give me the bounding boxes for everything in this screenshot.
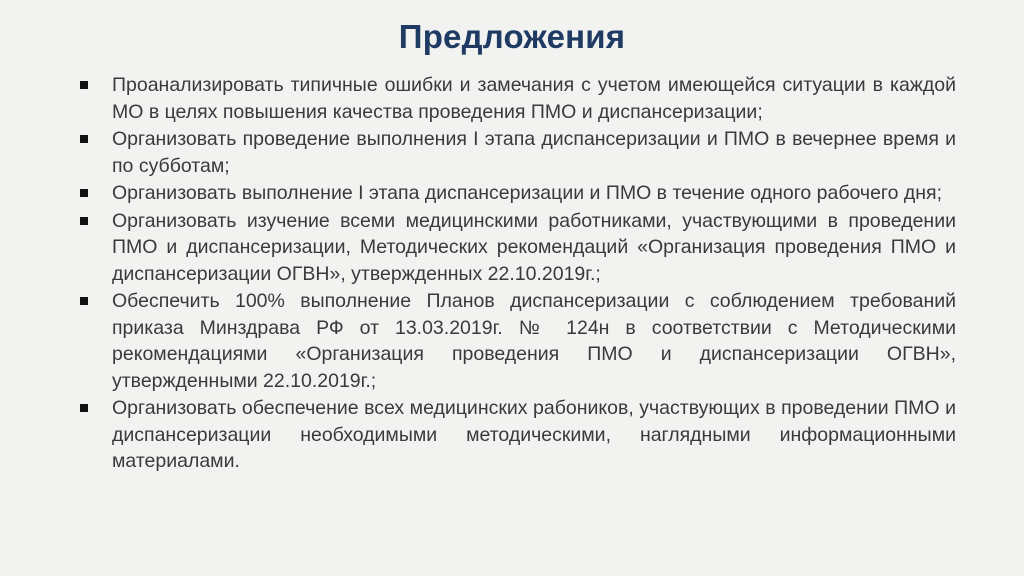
bullet-item [78, 126, 956, 179]
square-bullet-icon [80, 297, 88, 305]
bullet-item [78, 180, 956, 207]
square-bullet-icon [80, 217, 88, 225]
square-bullet-icon [80, 81, 88, 89]
square-bullet-icon [80, 135, 88, 143]
bullet-item [78, 395, 956, 475]
bullet-item [78, 208, 956, 288]
square-bullet-icon [80, 189, 88, 197]
bullet-text: Обеспечить 100% выполнение Планов диспансеризации с соблюдением требований приказа Минздрава РФ от 13.03.2019г. № 124н в соответствии с Методическими рекомендациями «Организация проведения ПМО и диспансеризации ОГВН», утвержденными 22.10.2019г.; [112, 290, 956, 392]
bullet-item [78, 72, 956, 125]
bullet-text: Организовать изучение всеми медицинскими работниками, участвующими в проведении ПМО и диспансеризации, Методических рекомендаций «Организация проведения ПМО и диспансеризации ОГВН», утвержденных 22.10.2019г.; [112, 209, 956, 285]
square-bullet-icon [80, 404, 88, 412]
bullet-text: Проанализировать типичные ошибки и замечания с учетом имеющейся ситуации в каждой МО в целях повышения качества проведения ПМО и диспансеризации; [112, 74, 956, 123]
bullet-item [78, 288, 956, 394]
bullet-text: Организовать проведение выполнения I этапа диспансеризации и ПМО в вечернее время и по субботам; [112, 128, 956, 177]
slide-title: Предложения [398, 18, 626, 55]
bullet-list [78, 72, 956, 476]
bullet-text: Организовать обеспечение всех медицинских рабоников, участвующих в проведении ПМО и диспансеризации необходимыми методическими, наглядными информационными материалами. [112, 397, 956, 472]
bullet-text: Организовать выполнение I этапа диспансеризации и ПМО в течение одного рабочего дня; [112, 182, 942, 204]
